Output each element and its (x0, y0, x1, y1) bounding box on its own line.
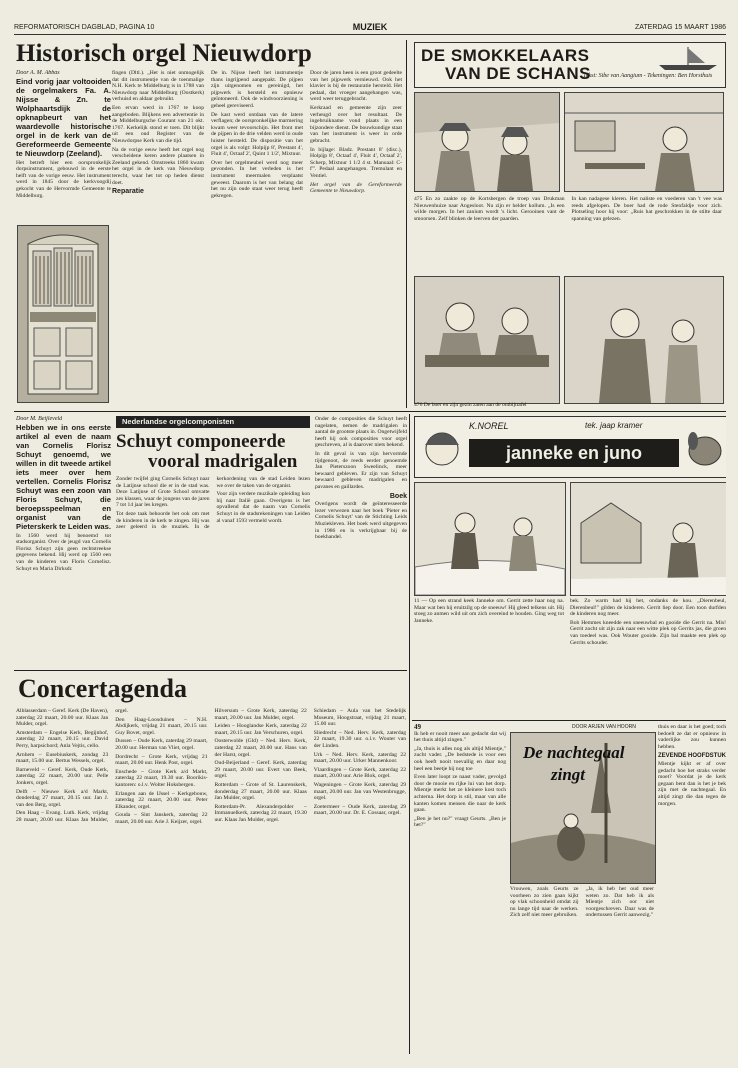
concert-entry: Leiden – Hooglandse Kerk, zaterdag 22 maart, 20.15 uur. Jan Verschuren, orgel. (214, 723, 307, 736)
article1-intro (16, 70, 111, 220)
article2-body (116, 476, 310, 668)
story-title-line1: De nachtegaal (523, 743, 625, 762)
story-paragraph: Mientje kijkt er af over gedacht hoe het straks verder moet? Voordat je de kerk gegaan bent dan is het je bek zijn met de nachtegaal. En altijd zingt die dan tegen de morgen. (658, 760, 726, 807)
concert-entry: Zoetermeer – Oude Kerk, zaterdag 29 maart, 20.00 uur. Dr. E. Cossaar, orgel. (313, 803, 406, 817)
strip-header (414, 42, 726, 88)
story-left-column (414, 724, 506, 1054)
concert-entry: Alblasserdam – Geref. Kerk (De Haven), zaterdag 22 maart, 20.00 uur. Klaas Jan Mulder, orgel. (16, 708, 109, 728)
concert-agenda-title: Concertagenda (18, 674, 187, 703)
dog-icon (683, 425, 725, 471)
story-paragraph: Even later loopt ze naast vader, gevolgd door de mooie en rijke lui van het dorp. Mientje merkt het ze kleinere kost toch achterna. Het dorp is stil, maar van alle kanten komen mensen die naar de kerk gaan. (414, 774, 506, 814)
concert-entry: Dussen – Oude Kerk, zaterdag 29 maart, 20.00 uur. Herman van Vliet, orgel. (115, 738, 208, 751)
story-paragraph: „Ben je het nu?" vraagt Geurts. „Ben je het?" (414, 815, 506, 829)
concert-entry: Gouda – Sint Janskerk, zaterdag 22 maart, 20.00 uur. Arie J. Keijzer, orgel. (115, 812, 208, 825)
story-illustration (510, 732, 656, 884)
concert-entry: Dordrecht – Grote Kerk, vrijdag 21 maart, 20.00 uur. Henk Post, orgel. (115, 753, 208, 767)
kitchen-illustration (565, 277, 723, 403)
article2-title-line1: Schuyt componeerde (116, 432, 286, 452)
article-title: Historisch orgel Nieuwdorp (16, 40, 312, 67)
strip-title-line2: VAN DE SCHANS (445, 64, 591, 83)
story-paragraph: thuis en daar is het goed; toch bedoelt ze dat er opnieuw in vaderlijke zou kunnen hebben. (658, 724, 726, 750)
village-illustration (571, 483, 726, 595)
article2-paragraph: Tot deze taak behoorde het ook om met de kinderen in de kerk te zingen. Hij was zeer geleerd in de muziek. In de kerkordening van de stad Leiden lezen we over de taken van de organist. (116, 476, 310, 531)
concert-entry: Den Haag-Loosduinen – N.H. Abdijkerk, vrijdag 21 maart, 20.15 uur. Guy Bovet, orgel. (115, 716, 208, 736)
article2-paragraph: Zonder twijfel ging Cornelis Schuyt naar de Latijnse school die er in de stad was. Deze Latijnse of Grote School omvatte zes klassen, waar de jongens van de jaren 7 tot 14 jaar les kregen. (116, 476, 210, 509)
concert-entry: Wageningen – Grote Kerk, zaterdag 29 maart, 20.00 uur. Jan van Westenbrugge, orgel. (313, 781, 406, 802)
article1-paragraph: Het betreft hier een oorspronkelijk dorpsinstrument, gebouwd in de eerste helft van de vorige eeuw. Het instrument werd in 1845 door de kerkvoogdij gekocht van de Hervormde Gemeente te Middelburg. (16, 159, 111, 199)
article1-paragraph: fingen (Dltl.). „Het is niet onmogelijk dat dit instrumentje van de toenmalige N.H. Kerk te Middelburg is in 1788 van Nieuwdorp naar Middelburg (Oostkerk) verhuisd en aldaar gebruikt. (112, 70, 204, 103)
concert-entry: Oosterwolde (Gld) – Ned. Herv. Kerk, zaterdag 22 maart, 20.00 uur. Hans van der Harst, orgel. (214, 738, 307, 758)
article2-intro (16, 416, 111, 668)
strip-panel-kitchen (564, 276, 724, 404)
article2-paragraph: In 1560 werd hij benoemd tot stadsorganist. Over de jeugd van Cornelis Florisz Schuyt zijn geen rechtstreekse gegevens bekend. Hij werd op 1560 een van de kinderen van Floris Cornelisz. Schuyt en Maria Dirksdr. (16, 532, 111, 572)
strip-panel-476 (414, 276, 560, 404)
story-paragraph: Vrouwen, zoals Geurts ze voorheen zo zien gaan kijkt op vlak schoonheid omdat zij nu lange tijd naar de werken. Zich zelf niet meer gebruiken. (510, 886, 579, 919)
article1-subheading: Reparatie (112, 188, 144, 196)
strip-panel-farmhouse (564, 92, 724, 192)
concert-entry: Vlaardingen – Grote Kerk, zaterdag 22 maart, 20.00 uur. Arie Blok, orgel. (313, 766, 406, 780)
section-divider (14, 670, 407, 671)
story-chapter-heading: ZEVENDE HOOFDSTUK (658, 753, 726, 760)
organ-photo (17, 225, 109, 403)
concert-entry: Schiedam – Aula van het Stedelijk Museum, Hoogstraat, vrijdag 21 maart, 15.00 uur. (313, 708, 406, 728)
concert-entry: Rotterdam – Grote of St. Laurenskerk, donderdag 27 maart, 20.00 uur. Klaas Jan Mulder, orgel. (214, 781, 307, 802)
concert-entry: Hilversum – Grote Kerk, zaterdag 22 maart, 20.00 uur. Jan Mulder, orgel. (214, 708, 307, 721)
table-illustration (415, 277, 559, 403)
article1-lead: Eind vorig jaar voltooiden de orgelmakers Fa. A. Nijsse & Zn. te Wolphaartsdijk de opknapbeurt van het waardevolle historische orgel in de kerk van de Gereformeerde Gemeente te Nieuwdorp (Zeeland). (16, 76, 111, 158)
concert-agenda-list (16, 708, 406, 1054)
article1-paragraph: Kerkraad en gemeente zijn zeer verheugd over het resultaat. De ingebruikname vond plaats in een bijzondere dienst. De bouwkundige staat van het instrument is weer in orde gebracht. (310, 104, 402, 144)
snow-scene-illustration (415, 483, 565, 595)
article1-paragraph: Door de jaren heen is een groot gedeelte van het pijpwerk vernieuwd. Ook het klavier is bij de restauratie hersteld. Het pedaal, dat vroeger aangehangen was, werd weer teruggebracht. (310, 70, 402, 103)
article1-body (112, 70, 402, 408)
article1-paragraph: Over het orgelmeubel werd nog meer gevonden. In het verleden is het instrument meermalen verplaatst geweest. Daarom is het van belang dat het nu zijn oude staat weer terug heeft gekregen. (211, 159, 303, 199)
article2-body-right (315, 416, 407, 668)
story-middle-column (510, 886, 654, 1054)
article2-subheading: Boek (389, 492, 407, 500)
strip2-panel-12 (570, 482, 726, 596)
header-left: REFORMATORISCH DAGBLAD, PAGINA 10 (14, 24, 155, 31)
strip-credit: Tekst: Sibe van Aangium - Tekeningen: Ben Horsthuis (583, 73, 713, 79)
strip2-caption: 11 — Op een strand keek Janneke om. Gerrit zette haar nog na. Maar wat ben hij eruitzilg op de sneeuw! Hij gleed telkens uit. Hij stoeg zo anmen wild uit om zich overeind te houden. Ging weg tot Janneke. (414, 598, 564, 624)
article2-byline: Door M. Beijleveld (16, 416, 63, 422)
farmhouse-illustration (565, 93, 723, 191)
strip2-panel-11 (414, 482, 566, 596)
story-right-column (658, 724, 726, 1054)
concert-entry: Erlangen aan de IJssel – Kerkgebouw, zaterdag 22 maart, 20.00 uur. Peter Elkander, orgel. (115, 790, 208, 810)
article2-paragraph: In dit geval is van zijn hervormde tijdgenoot, de reeds eerder genoemde Jan Pieterszoon Sweelinck, meer bewaard gebleven. Er zijn van Schuyt bewaard gebleven madrigalen en pavanes en gaillardes. (315, 450, 407, 490)
strip-caption: 475 En zo zaakte op de Kortsbergen de troep van Drukman Nieuwenhuize naar Angesloot. Nu zijn er helder kollum. „Is een wilde morgen. In het zanium wordt 's licht. Gerooinen vant de smoorsen. Zelf blinken de leerven der paarden. (414, 196, 565, 222)
article1-paragraph: Na de vorige eeuw heeft het orgel nog verscheidene keren andere plaatsen in Zeeland gekend. Omstreeks 1860 kwam het orgel in de kerk van Nieuwdorp terecht, waar het tot op heden dienst doet. (112, 146, 204, 186)
concert-entry: Amsterdam – Engelse Kerk, Begijnhof, zaterdag 22 maart, 20.15 uur. David Perry, harpsichord; Anla Vejtis, cello. (16, 729, 109, 749)
story-title-line2: zingt (551, 765, 586, 784)
story-credit: DOOR ARJEN VAN HOORN (572, 724, 636, 730)
article2-paragraph: Voor zijn verdere muzikale opleiding kon hij naar Italië gaan. Overigens is het opvallend dat de naam van Cornelis Schuyt in de stadsrekeningen van Leiden al vanaf 1593 vermeld wordt. (216, 491, 310, 524)
article2-paragraph: Overigens wordt de geïnteresseerde lezer verwezen naar het boek 'Pieter en Cornelis Schuyt' van de Stichting Leids Muziekleven. Het boek werd uitgegeven in 1986 en is verkrijgbaar bij de boekhandel. (315, 501, 407, 541)
article1-paragraph: In bijlage: Bladz. Prestant 8' (disc.), Holpijp 8', Octaaf 4', Fluit 4', Octaaf 2', Scherp, Mixtuur 1 1/2 4 st. Manuaal: C-f'''. Pedaal aangehangen. Tremulant en Ventiel. (310, 146, 402, 179)
page-header (14, 22, 726, 35)
soldiers-illustration (415, 93, 559, 191)
strip2-header (414, 416, 726, 478)
article2-lead: Hebben we in ons eerste artikel al even de naam van Cornelis Florisz Schuyt genoemd, we willen in dit tweede artikel iets meer over hem vertellen. Cornelis Florisz Schuyt was een zoon van Floris Schuyt, die beroepsspeelman en organist van de Pieterskerk te Leiden was. (16, 422, 111, 531)
header-date: ZATERDAG 15 MAART 1986 (634, 24, 726, 31)
comic-strip-janneke (414, 416, 726, 716)
column-rule (406, 40, 407, 408)
strip-title-line1: DE SMOKKELAARS (421, 46, 590, 65)
strip2-author: K.NOREL (469, 421, 509, 431)
strip-caption: 476 De boer en zijn gezin zaten aan de ontbijttafel (414, 402, 527, 408)
concert-entry: Den Haag – Evang. Luth. Kerk, vrijdag 28 maart, 20.00 uur. Klaas Jan Mulder, orgel. (16, 708, 129, 823)
story-installment-number: 49 (414, 724, 421, 731)
strip2-caption: Bob Hemmes kneedde een sneeuwbal en gooide die Gerrit na. Mis! Gerrit zocht uit zijn zak naar een witte plek op Gerrits jas, die groen van toedeel was. Ook Wouter gooide. Zijn bal maakte een plek op Gerrits schouder. (570, 619, 726, 646)
article1-paragraph: De kast werd ontdaan van de latere verflagen; de oorspronkelijke marmering kwam weer tevoorschijn. Het front met de pijpen in de drie velden werd in oude luister hersteld. De dispositie van het orgel is als volgt: Holpijp 8', Prestant 4', Fluit 4', Octaaf 2', Quint 1 1/2', Mixtuur. (211, 111, 303, 158)
strip2-illustrator: tek. jaap kramer (585, 421, 643, 430)
ship-icon (655, 45, 721, 71)
article1-paragraph: De in. Nijsse heeft het instrumentje thans ingrijpend aangepakt. De pijpen zijn uitgenomen en gereinigd, het pijpwerk is hersteld en opnieuw geïntoneerd. Ook de windvoorziening is geheel gereviseerd. (211, 70, 303, 109)
article1-paragraph: Een ervan werd in 1767 te koop aangeboden. Blijkens een advertentie in de Middelburgsche Courant van 21 okt. 1767. Kerkelijk stond er toen. Dit blijkt uit een oud Register van de Nieuwdorpse Kerk van die tijd. (112, 104, 204, 144)
strip-captions (414, 196, 722, 272)
concert-entry: Sliedrecht – Ned. Herv. Kerk, zaterdag 22 maart, 19.30 uur. o.l.v. Wouter van der Linden. (313, 729, 406, 749)
concert-entry: Oud-Beijerland – Geref. Kerk, zaterdag 29 maart, 20.00 uur. Evert van Beek, orgel. (214, 760, 307, 780)
strip-panel-475 (414, 92, 560, 192)
organ-illustration (18, 226, 108, 402)
strip-caption: In kan nadagese kleren. Het naliste en voederen van 't vee was reeds afgelopen. De boer had de rode Stenfaldje voor zich. Plotseling hoor hij voor: „Ruis hat geschrokken in de stilte daar spanning van gelezen. (571, 196, 722, 222)
concert-entry: Enschede – Grote Kerk a/d Markt, zaterdag 22 maart, 19.30 uur. Boorikis-kantoren: o.l.v. Wolter Hoksbergen. (115, 768, 208, 788)
section-divider (412, 720, 726, 721)
concert-entry: Urk – Ned. Herv. Kerk, zaterdag 22 maart, 20.00 uur. Urker Mannenkoor. (313, 751, 406, 765)
header-section: MUZIEK (352, 22, 388, 32)
girl-face-icon (419, 421, 465, 473)
article2-title-line2: vooral madrigalen (148, 452, 298, 472)
section-divider (14, 411, 726, 412)
column-rule (409, 414, 410, 1054)
article2-kicker: Nederlandse orgelcomponisten (116, 416, 310, 428)
photo-caption: Het orgel van de Gereformeerde Gemeente te Nieuwdorp. (310, 181, 402, 195)
concert-entry: Rotterdam-Pr. Alexanderpolder – Immanuelkerk, zaterdag 22 maart, 19.30 uur. Klaas Jan Mulder, orgel. (214, 803, 307, 823)
comic-strip-smokkelaars (412, 40, 726, 408)
strip2-captions-right (570, 598, 726, 714)
strip2-caption: bek. Zo warm had hij het, ondanks de kou. „Dierenbeul, Dierenbeul!" gilden de kinderen. Gerrit liep door. Een toon durfden de kinderen nog meer. (570, 598, 726, 618)
story-paragraph: „Ja, ik heb het oud meer weten zo. Dat heb ik als Mientje zich oor niet voorgeschreven. Daar was de ondertussen Gerrit aanwezig." (585, 886, 654, 919)
strip2-title: janneke en juno (469, 439, 679, 467)
concert-entry: Delft – Nieuwe Kerk a/d Markt, donderdag 27 maart, 20.15 uur. Jan J. van den Berg, orgel. (16, 788, 109, 808)
article2-paragraph: Onder de composities die Schuyt heeft nagelaten, nemen de madrigalen in aantal de grootste plaats in. Ongetwijfeld heeft hij ook composities voor orgel geschreven, al is daarover niets bekend. (315, 416, 407, 449)
article1-byline: Door A. M. Abbas (16, 70, 60, 76)
concert-entry: Barneveld – Geref. Kerk, Oude Kerk, zaterdag 22 maart, 20.00 uur. Pelle Jonkers, orgel. (16, 766, 109, 786)
story-paragraph: „Ja, thuis is alles nog als altijd Mientje," zucht vader. „De bedstede is voor een ook heeft nooit toevallig en daar nog heel een beetje hij nog toe (414, 745, 506, 772)
concert-entry: Arnhem – Eusebiuskerk, zondag 23 maart, 15.00 uur. Bertus Wessels, orgel. (16, 751, 109, 765)
story-paragraph: Ik heb er nooit meer aan gedacht dat wij het thuis altijd zingen." (414, 730, 506, 744)
